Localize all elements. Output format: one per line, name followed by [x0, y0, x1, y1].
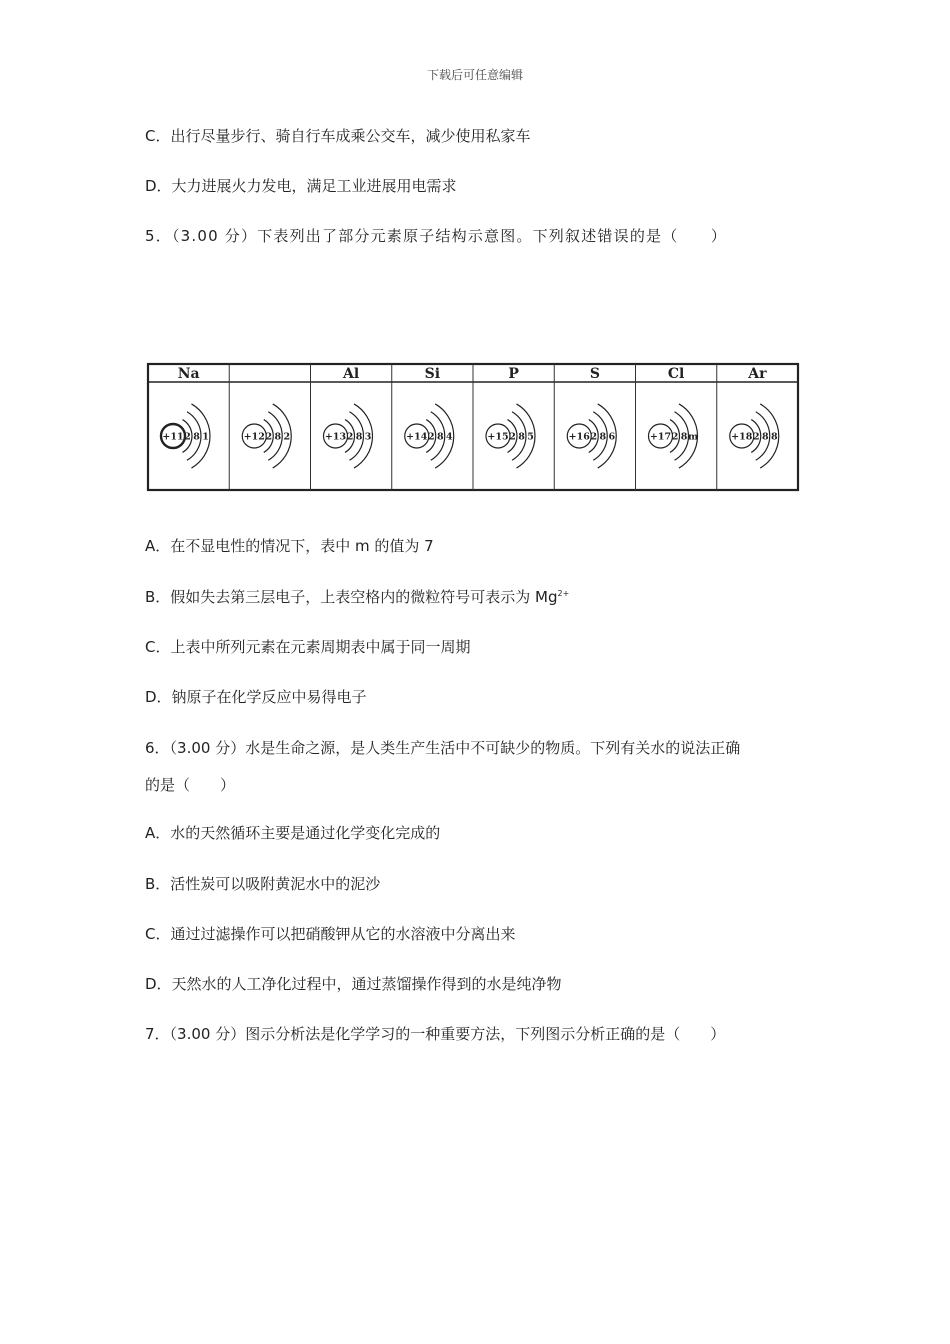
shell-electron-count: 8 [193, 431, 200, 443]
q5-option-d: D．钠原子在化学反应中易得电子 [145, 688, 367, 706]
shell-electron-count: m [687, 431, 699, 443]
element-symbol: Na [177, 366, 200, 382]
q6-option-c: C．通过过滤操作可以把硝酸钾从它的水溶液中分离出来 [145, 925, 516, 943]
nucleus-charge: +12 [243, 431, 265, 443]
shell-electron-count: 8 [770, 431, 778, 443]
q6-option-a: A．水的天然循环主要是通过化学变化完成的 [145, 824, 441, 842]
shell-electron-count: 5 [527, 431, 534, 443]
shell-electron-count: 8 [761, 431, 769, 443]
shell-electron-count: 2 [509, 431, 516, 443]
shell-electron-count: 8 [436, 431, 444, 443]
shell-electron-count: 4 [445, 431, 453, 443]
question-5: 5．（3.00 分）下表列出了部分元素原子结构示意图。下列叙述错误的是（ ） [145, 227, 728, 245]
q6-option-d: D．天然水的人工净化过程中，通过蒸馏操作得到的水是纯净物 [145, 975, 562, 993]
shell-electron-count: 2 [427, 431, 435, 443]
shell-electron-count: 8 [518, 431, 525, 443]
q4-option-d: D．大力进展火力发电，满足工业进展用电需求 [145, 177, 457, 195]
q5-option-b-text: B．假如失去第三层电子，上表空格内的微粒符号可表示为 Mg [145, 588, 558, 606]
shell-electron-count: 2 [590, 431, 598, 443]
shell-electron-count: 2 [265, 431, 273, 443]
q5-option-b-superscript: 2+ [557, 589, 570, 598]
nucleus-charge: +11 [162, 431, 184, 443]
q5-option-c: C．上表中所列元素在元素周期表中属于同一周期 [145, 638, 471, 656]
nucleus-charge: +14 [406, 431, 428, 443]
element-symbol: Si [424, 366, 441, 382]
atom-structure-figure [144, 338, 802, 494]
element-symbol: Ar [748, 366, 767, 382]
shell-electron-count: 1 [202, 431, 209, 443]
q4-option-c: C．出行尽量步行、骑自行车成乘公交车，减少使用私家车 [145, 127, 531, 145]
element-symbol: Cl [667, 366, 685, 382]
element-symbol: S [589, 366, 600, 382]
shell-electron-count: 8 [355, 431, 363, 443]
nucleus-charge: +13 [324, 431, 347, 443]
nucleus-charge: +16 [568, 431, 590, 443]
shell-electron-count: 2 [752, 431, 760, 443]
q6-option-b: B．活性炭可以吸附黄泥水中的泥沙 [145, 875, 381, 893]
nucleus-charge: +18 [731, 431, 753, 443]
nucleus-charge: +15 [487, 431, 509, 443]
element-symbol: P [508, 366, 519, 382]
question-6-line-1: 6．（3.00 分）水是生命之源，是人类生产生活中不可缺少的物质。下列有关水的说法正确 [145, 739, 741, 757]
shell-electron-count: 2 [283, 431, 291, 443]
shell-electron-count: 2 [671, 431, 679, 443]
page-header: 下载后可任意编辑 [426, 68, 523, 82]
shell-electron-count: 2 [184, 431, 191, 443]
question-6-line-2: 的是（ ） [145, 776, 236, 794]
shell-electron-count: 6 [608, 431, 616, 443]
shell-electron-count: 2 [346, 431, 354, 443]
question-7: 7．（3.00 分）图示分析法是化学学习的一种重要方法，下列图示分析正确的是（ ） [145, 1025, 726, 1043]
q5-option-b [145, 587, 569, 607]
atom-structure-table [144, 338, 802, 494]
shell-electron-count: 8 [274, 431, 282, 443]
nucleus-charge: +17 [649, 431, 672, 443]
element-symbol: Al [343, 366, 360, 382]
shell-electron-count: 8 [680, 431, 688, 443]
shell-electron-count: 3 [364, 431, 372, 443]
q5-option-a: A．在不显电性的情况下，表中 m 的值为 7 [145, 537, 434, 555]
shell-electron-count: 8 [599, 431, 607, 443]
